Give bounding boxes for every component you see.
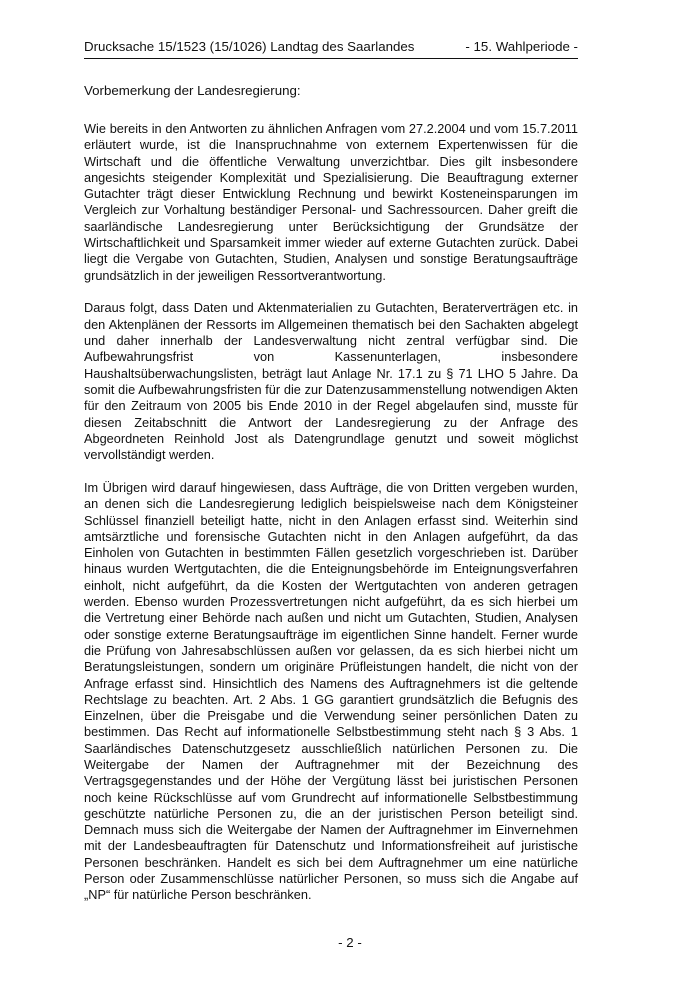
header-legislative-period: - 15. Wahlperiode - bbox=[465, 39, 578, 54]
paragraph-2: Daraus folgt, dass Daten und Aktenmaterialien zu Gutachten, Beraterverträgen etc. in den Aktenplänen der Ressorts im Allgemeinen thematisch bei den Sachakten abgelegt und daher innerhalb der Landesverwaltung nicht zentral verfügbar sind. Die Aufbewahrungsfrist von Kassenunterlagen, insbesondere Haushaltsüberwachungslisten, beträgt laut Anlage Nr. 17.1 zu § 71 LHO 5 Jahre. Da somit die Aufbewahrungsfristen für die zur Datenzusammenstellung notwendigen Akten für den Zeitraum von 2005 bis Ende 2010 in der Regel abgelaufen sind, musste für diesen Zeitabschnitt die Antwort der Landesregierung zu der Anfrage des Abgeordneten Reinhold Jost als Datengrundlage genutzt und soweit möglichst vervollständigt werden. bbox=[84, 300, 578, 463]
paragraph-1: Wie bereits in den Antworten zu ähnlichen Anfragen vom 27.2.2004 und vom 15.7.2011 erläutert wurde, ist die Inanspruchnahme von externem Expertenwissen für die Wirtschaft und die öffentliche Verwaltung unverzichtbar. Dies gilt insbesondere angesichts steigender Komplexität und Spezialisierung. Die Beauftragung externer Gutachter trägt dieser Entwicklung Rechnung und bewirkt Kosteneinsparungen im Vergleich zur Vorhaltung beständiger Personal- und Sachressourcen. Daher greift die saarländische Landesregierung unter Berücksichtigung der Grundsätze der Wirtschaftlichkeit und Sparsamkeit immer wieder auf externe Gutachten zurück. Dabei liegt die Vergabe von Gutachten, Studien, Analysen und sonstige Beratungsaufträge grundsätzlich in der jeweiligen Ressortverantwortung. bbox=[84, 121, 578, 283]
page-number: - 2 - bbox=[338, 935, 362, 950]
section-heading: Vorbemerkung der Landesregierung: bbox=[84, 83, 301, 98]
paragraph-3: Im Übrigen wird darauf hingewiesen, dass Aufträge, die von Dritten vergeben wurden, an denen sich die Landesregierung lediglich beispielsweise nach dem Königsteiner Schlüssel finanziell beteiligt hatte, nicht in den Anlagen erfasst sind. Weiterhin sind amtsärztliche und forensische Gutachten nicht in den Anlagen aufgeführt, da das Einholen von Gutachten in bestimmten Fällen gesetzlich vorgeschrieben ist. Darüber hinaus wurden Wertgutachten, die die Enteignungsbehörde im Enteignungsverfahren einholt, nicht aufgeführt, da die Kosten der Wertgutachten von anderen getragen werden. Ebenso wurden Prozessvertretungen nicht aufgeführt, da es sich hierbei um die Vertretung einer Behörde nach außen und nicht um Gutachten, Studien, Analysen oder sonstige externe Beratungsaufträge im eigentlichen Sinne handelt. Ferner wurde die Prüfung von Jahresabschlüssen außen vor gelassen, da es sich hierbei nicht um Beratungsleistungen, sondern um originäre Prüfleistungen handelt, die nicht von der Anfrage erfasst sind. Hinsichtlich des Namens des Auftragnehmers ist die geltende Rechtslage zu beachten. Art. 2 Abs. 1 GG garantiert grundsätzlich die Befugnis des Einzelnen, über die Preisgabe und die Verwendung seiner persönlichen Daten zu bestimmen. Das Recht auf informationelle Selbstbestimmung steht nach § 3 Abs. 1 Saarländisches Datenschutzgesetz ausschließlich natürlichen Personen zu. Die Weitergabe der Namen der Auftragnehmer mit der Bezeichnung des Vertragsgegenstandes und der Höhe der Vergütung lässt bei juristischen Personen noch keine Rückschlüsse auf vom Grundrecht auf informationelle Selbstbestimmung geschützte natürliche Personen zu, die an der juristischen Person beteiligt sind. Demnach muss sich die Weitergabe der Namen der Auftragnehmer im Einvernehmen mit der Landesbeauftragten für Datenschutz und Informationsfreiheit auf juristische Personen beschränken. Handelt es sich bei dem Auftragnehmer um eine natürliche Person oder Zusammenschlüsse natürlicher Personen, so muss sich die Angabe auf „NP“ für natürliche Person beschränken. bbox=[84, 479, 578, 903]
body-text bbox=[84, 121, 578, 920]
header-document-reference: Drucksache 15/1523 (15/1026) Landtag des Saarlandes bbox=[84, 39, 415, 54]
page-header bbox=[84, 38, 578, 59]
